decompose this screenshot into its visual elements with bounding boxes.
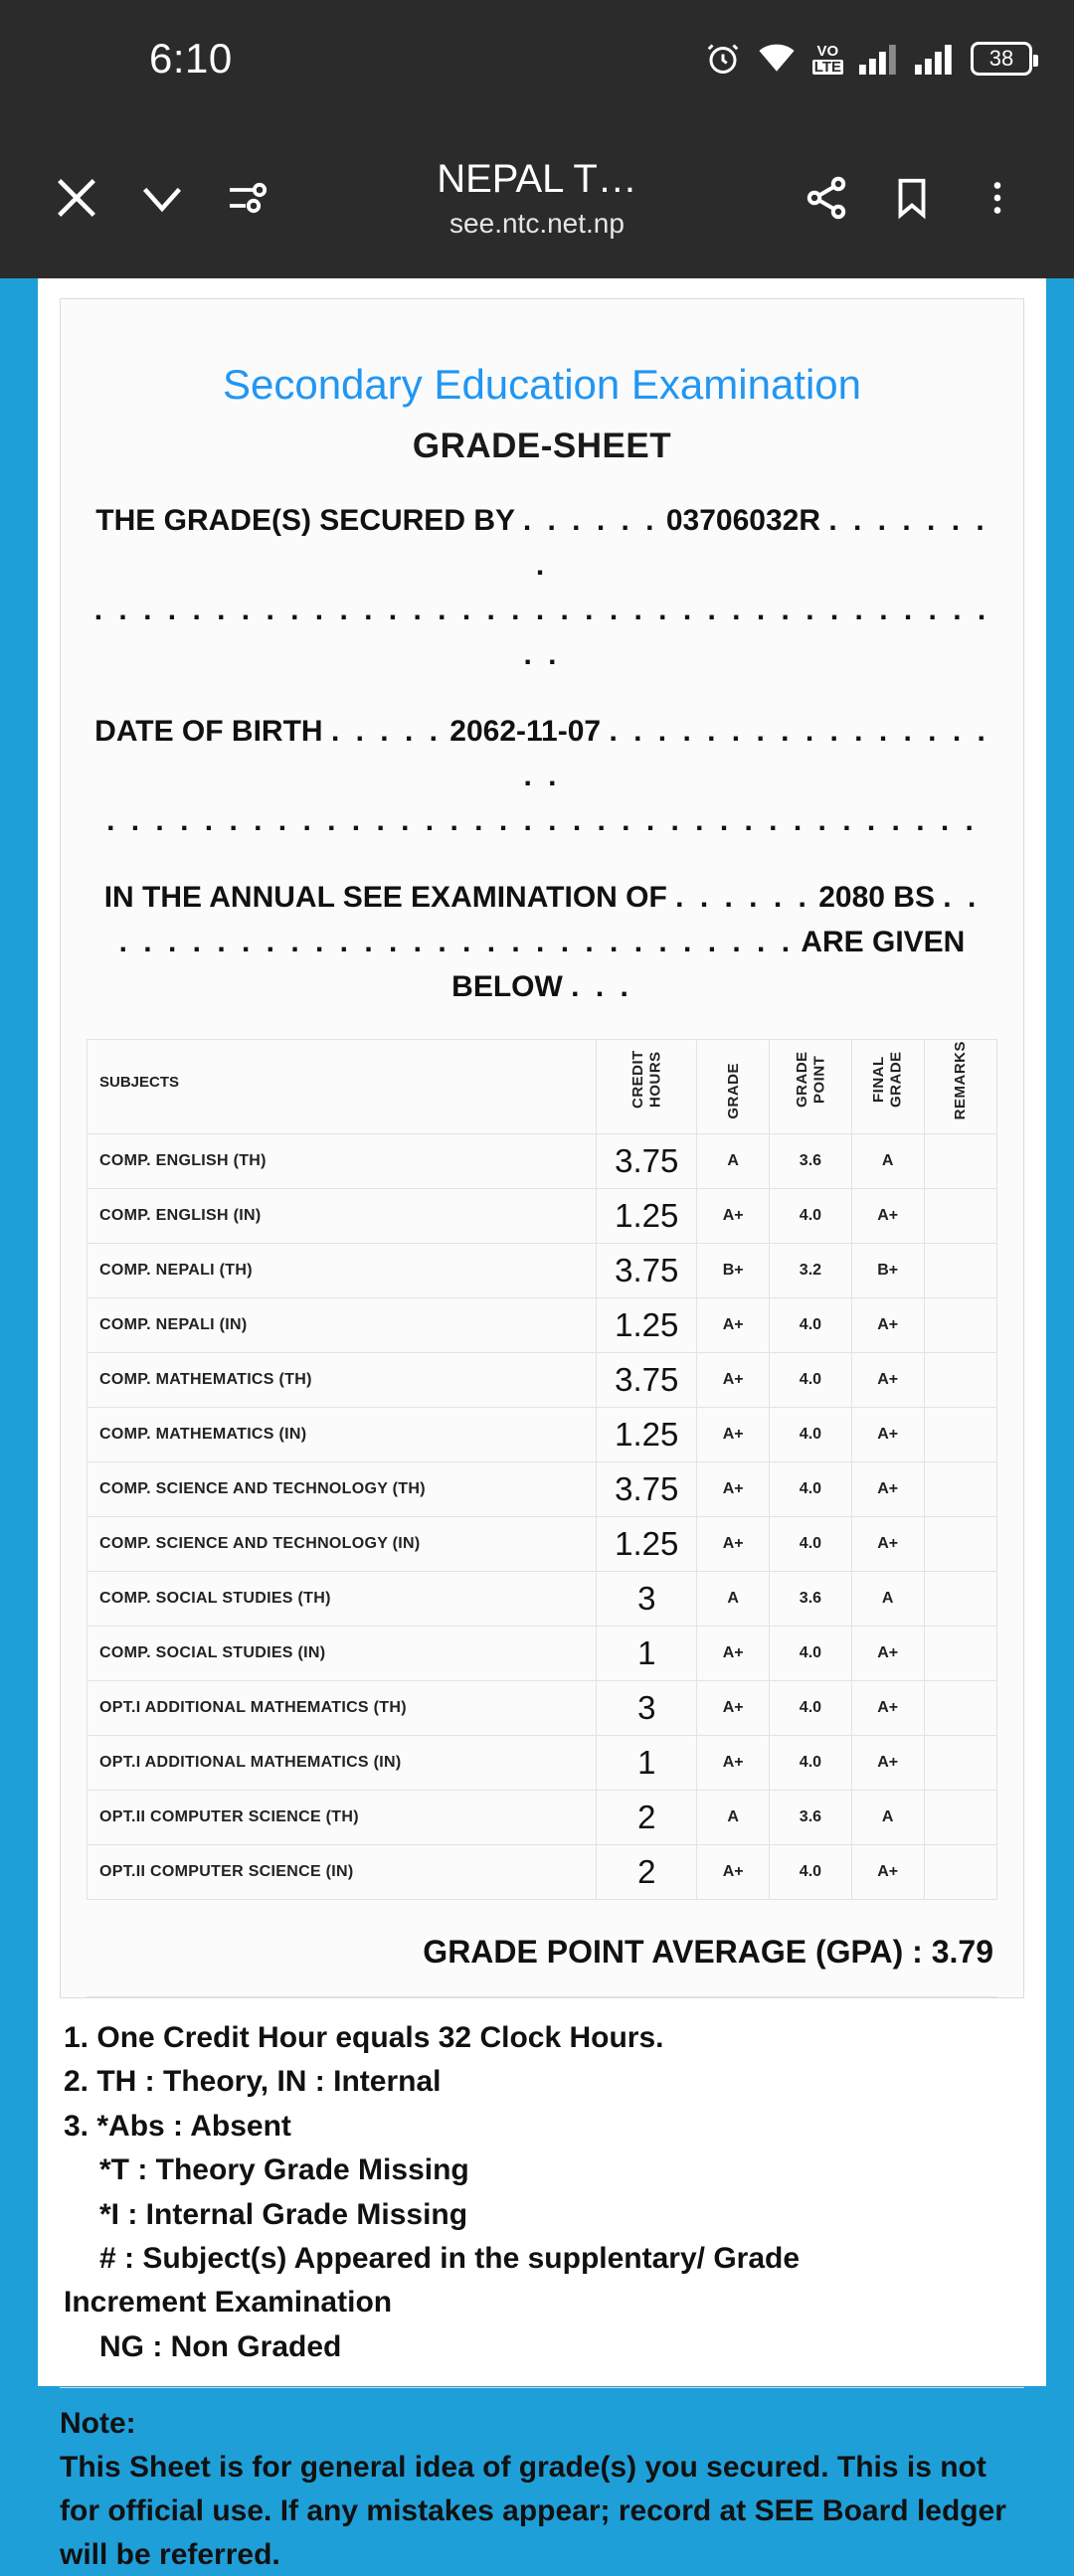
statement-symbol-number — [87, 498, 997, 677]
table-row — [88, 1408, 997, 1462]
exam-year-value: 2080 BS — [818, 881, 935, 914]
cell-grade-point: 3.6 — [770, 1134, 851, 1189]
more-vertical-icon[interactable] — [955, 155, 1040, 241]
cell-subject: OPT.I ADDITIONAL MATHEMATICS (IN) — [88, 1736, 597, 1791]
cell-credit-hours: 1.25 — [597, 1298, 697, 1353]
tab-title-block[interactable] — [290, 156, 784, 240]
dots-1a: . . . . . . — [522, 504, 658, 537]
grades-table — [87, 1039, 997, 1900]
browser-toolbar — [0, 117, 1074, 278]
cell-grade-point: 4.0 — [770, 1408, 851, 1462]
table-row — [88, 1627, 997, 1681]
table-row — [88, 1462, 997, 1517]
cell-subject: COMP. ENGLISH (IN) — [88, 1189, 597, 1244]
cell-final-grade: A — [851, 1134, 924, 1189]
cell-final-grade: B+ — [851, 1244, 924, 1298]
note-line-5: *I : Internal Grade Missing — [99, 2197, 468, 2231]
cell-grade-point: 4.0 — [770, 1298, 851, 1353]
statement-label-2: DATE OF BIRTH — [94, 715, 323, 748]
dob-value: 2062-11-07 — [449, 715, 602, 748]
dots-1c: . . . . . . . . . . . . . . . . . . . . . . . . . . . . . . . . . . . . . . . — [93, 594, 990, 671]
grade-sheet-card — [60, 298, 1024, 1998]
th-grade-point-label: GRADE POINT — [793, 1051, 827, 1109]
cell-grade: B+ — [697, 1244, 770, 1298]
cell-final-grade: A+ — [851, 1627, 924, 1681]
table-row — [88, 1845, 997, 1900]
cell-grade-point: 4.0 — [770, 1627, 851, 1681]
cell-remarks — [924, 1134, 996, 1189]
cell-grade: A+ — [697, 1408, 770, 1462]
cell-final-grade: A+ — [851, 1353, 924, 1408]
close-icon[interactable] — [34, 155, 119, 241]
cell-credit-hours: 2 — [597, 1845, 697, 1900]
table-row — [88, 1517, 997, 1572]
cell-grade-point: 3.6 — [770, 1791, 851, 1845]
alarm-icon — [705, 41, 741, 77]
cell-remarks — [924, 1189, 996, 1244]
note-line-2: 2. TH : Theory, IN : Internal — [64, 2065, 442, 2099]
cell-credit-hours: 1.25 — [597, 1517, 697, 1572]
cell-final-grade: A — [851, 1572, 924, 1627]
cell-subject: COMP. SOCIAL STUDIES (IN) — [88, 1627, 597, 1681]
status-clock: 6:10 — [149, 35, 233, 82]
signal-icon-1 — [859, 43, 899, 75]
table-row — [88, 1791, 997, 1845]
cell-grade: A — [697, 1134, 770, 1189]
th-remarks-label: REMARKS — [952, 1040, 970, 1119]
cell-credit-hours: 1 — [597, 1736, 697, 1791]
note-line-3: 3. *Abs : Absent — [64, 2109, 291, 2143]
cell-final-grade: A — [851, 1791, 924, 1845]
cell-final-grade: A+ — [851, 1408, 924, 1462]
status-icon-group — [705, 41, 1032, 77]
grade-sheet-subheading: GRADE-SHEET — [412, 427, 672, 465]
cell-credit-hours: 3.75 — [597, 1353, 697, 1408]
cell-subject: OPT.II COMPUTER SCIENCE (TH) — [88, 1791, 597, 1845]
cell-subject: OPT.II COMPUTER SCIENCE (IN) — [88, 1845, 597, 1900]
dots-1b: . . . . . . . . — [535, 504, 988, 582]
cell-credit-hours: 3 — [597, 1681, 697, 1736]
cell-remarks — [924, 1517, 996, 1572]
table-row — [88, 1681, 997, 1736]
cell-remarks — [924, 1681, 996, 1736]
symbol-number-value: 03706032R — [665, 504, 820, 537]
page-url: see.ntc.net.np — [449, 208, 625, 239]
dots-3b: . . — [943, 881, 981, 914]
cell-subject: COMP. SOCIAL STUDIES (TH) — [88, 1572, 597, 1627]
cell-subject: COMP. ENGLISH (TH) — [88, 1134, 597, 1189]
cell-grade: A+ — [697, 1681, 770, 1736]
table-row — [88, 1572, 997, 1627]
page-title: NEPAL T… — [437, 157, 637, 201]
table-header-row — [88, 1040, 997, 1134]
cell-grade-point: 4.0 — [770, 1462, 851, 1517]
cell-credit-hours: 3.75 — [597, 1134, 697, 1189]
cell-final-grade: A+ — [851, 1736, 924, 1791]
web-content-area[interactable] — [0, 278, 1074, 2571]
cell-final-grade: A+ — [851, 1681, 924, 1736]
battery-level: 38 — [988, 46, 1014, 71]
battery-icon — [971, 42, 1032, 76]
note-line-4: *T : Theory Grade Missing — [99, 2153, 469, 2187]
cell-remarks — [924, 1244, 996, 1298]
cell-final-grade: A+ — [851, 1462, 924, 1517]
cell-remarks — [924, 1572, 996, 1627]
cell-subject: COMP. SCIENCE AND TECHNOLOGY (TH) — [88, 1462, 597, 1517]
cell-remarks — [924, 1408, 996, 1462]
volte-line1: VO — [816, 42, 839, 60]
cell-remarks — [924, 1845, 996, 1900]
th-remarks — [924, 1040, 996, 1134]
statement-label-3: IN THE ANNUAL SEE EXAMINATION OF — [103, 881, 667, 914]
cell-grade: A+ — [697, 1845, 770, 1900]
disclaimer-note — [60, 2387, 1024, 2576]
volte-icon — [812, 44, 843, 75]
cell-subject: COMP. SCIENCE AND TECHNOLOGY (IN) — [88, 1517, 597, 1572]
note-line-8: NG : Non Graded — [99, 2329, 342, 2363]
wifi-icon — [757, 43, 797, 75]
th-credit-hours-label: CREDIT HOURS — [628, 1050, 664, 1110]
table-row — [88, 1353, 997, 1408]
cell-grade-point: 4.0 — [770, 1353, 851, 1408]
exam-heading: Secondary Education Examination — [222, 361, 862, 408]
cell-grade-point: 4.0 — [770, 1517, 851, 1572]
statement-line3-tail — [87, 920, 997, 1009]
cell-remarks — [924, 1462, 996, 1517]
table-row — [88, 1134, 997, 1189]
table-row — [88, 1244, 997, 1298]
cell-subject: COMP. NEPALI (TH) — [88, 1244, 597, 1298]
page-settings-icon[interactable] — [205, 155, 290, 241]
note-line-1: 1. One Credit Hour equals 32 Clock Hours. — [64, 2021, 664, 2054]
th-grade-point — [770, 1040, 851, 1134]
status-bar — [0, 0, 1074, 117]
dots-2b: . . . . . . . . . . . . . . . . . . — [523, 715, 989, 792]
note-text: This Sheet is for general idea of grade(s) you secured. This is not for official use. If any mistakes appear; record at SEE Board ledger will be referred. — [60, 2450, 1006, 2571]
cell-remarks — [924, 1298, 996, 1353]
cell-subject: OPT.I ADDITIONAL MATHEMATICS (TH) — [88, 1681, 597, 1736]
grades-table-body — [88, 1134, 997, 1900]
cell-final-grade: A+ — [851, 1517, 924, 1572]
th-credit-hours — [597, 1040, 697, 1134]
cell-remarks — [924, 1353, 996, 1408]
th-subjects: SUBJECTS — [88, 1040, 597, 1134]
cell-credit-hours: 1 — [597, 1627, 697, 1681]
dots-2c: . . . . . . . . . . . . . . . . . . . . . . . . . . . . . . . . . . . . — [106, 804, 978, 837]
statement-suffix-3: ARE GIVEN BELOW — [451, 926, 966, 1003]
cell-grade: A — [697, 1791, 770, 1845]
note-label: Note: — [60, 2407, 136, 2441]
share-icon[interactable] — [784, 155, 869, 241]
volte-line2: LTE — [813, 58, 841, 76]
cell-grade-point: 3.6 — [770, 1572, 851, 1627]
statement-dob — [87, 709, 997, 843]
th-grade-label: GRADE — [724, 1063, 742, 1119]
bookmark-icon[interactable] — [869, 155, 955, 241]
cell-credit-hours: 3 — [597, 1572, 697, 1627]
cell-remarks — [924, 1736, 996, 1791]
signal-icon-2 — [915, 43, 955, 75]
note-line-7: Increment Examination — [64, 2286, 393, 2319]
cell-credit-hours: 3.75 — [597, 1462, 697, 1517]
dots-3a: . . . . . . — [675, 881, 810, 914]
table-row — [88, 1736, 997, 1791]
th-final-grade-label: FINAL GRADE — [870, 1051, 905, 1109]
cell-credit-hours: 3.75 — [597, 1244, 697, 1298]
cell-grade: A+ — [697, 1627, 770, 1681]
chevron-down-icon[interactable] — [119, 155, 205, 241]
note-line-6: # : Subject(s) Appeared in the supplentary/ Grade — [99, 2241, 801, 2275]
statement-label-1: THE GRADE(S) SECURED BY — [95, 504, 515, 537]
grade-sheet-paper — [38, 278, 1046, 2571]
cell-final-grade: A+ — [851, 1189, 924, 1244]
cell-subject: COMP. MATHEMATICS (IN) — [88, 1408, 597, 1462]
cell-grade-point: 4.0 — [770, 1189, 851, 1244]
cell-grade: A+ — [697, 1353, 770, 1408]
table-row — [88, 1189, 997, 1244]
cell-grade: A+ — [697, 1189, 770, 1244]
th-grade — [697, 1040, 770, 1134]
cell-credit-hours: 1.25 — [597, 1189, 697, 1244]
cell-credit-hours: 2 — [597, 1791, 697, 1845]
cell-grade: A+ — [697, 1462, 770, 1517]
gpa-line: GRADE POINT AVERAGE (GPA) : 3.79 — [87, 1900, 997, 1997]
cell-subject: COMP. NEPALI (IN) — [88, 1298, 597, 1353]
table-row — [88, 1298, 997, 1353]
cell-grade-point: 4.0 — [770, 1681, 851, 1736]
cell-grade: A — [697, 1572, 770, 1627]
cell-credit-hours: 1.25 — [597, 1408, 697, 1462]
cell-remarks — [924, 1627, 996, 1681]
dots-3c: . . . . . . . . . . . . . . . . . . . . . . . . . . . . — [118, 926, 795, 958]
cell-grade: A+ — [697, 1298, 770, 1353]
th-final-grade — [851, 1040, 924, 1134]
cell-grade-point: 4.0 — [770, 1845, 851, 1900]
cell-remarks — [924, 1791, 996, 1845]
statement-exam-year — [87, 875, 997, 1009]
dots-2a: . . . . . — [330, 715, 442, 748]
cell-grade-point: 3.2 — [770, 1244, 851, 1298]
cell-grade: A+ — [697, 1517, 770, 1572]
cell-final-grade: A+ — [851, 1845, 924, 1900]
dots-3d: . . . — [571, 970, 632, 1003]
cell-subject: COMP. MATHEMATICS (TH) — [88, 1353, 597, 1408]
cell-grade-point: 4.0 — [770, 1736, 851, 1791]
cell-grade: A+ — [697, 1736, 770, 1791]
cell-final-grade: A+ — [851, 1298, 924, 1353]
legend-notes — [60, 1998, 1024, 2369]
